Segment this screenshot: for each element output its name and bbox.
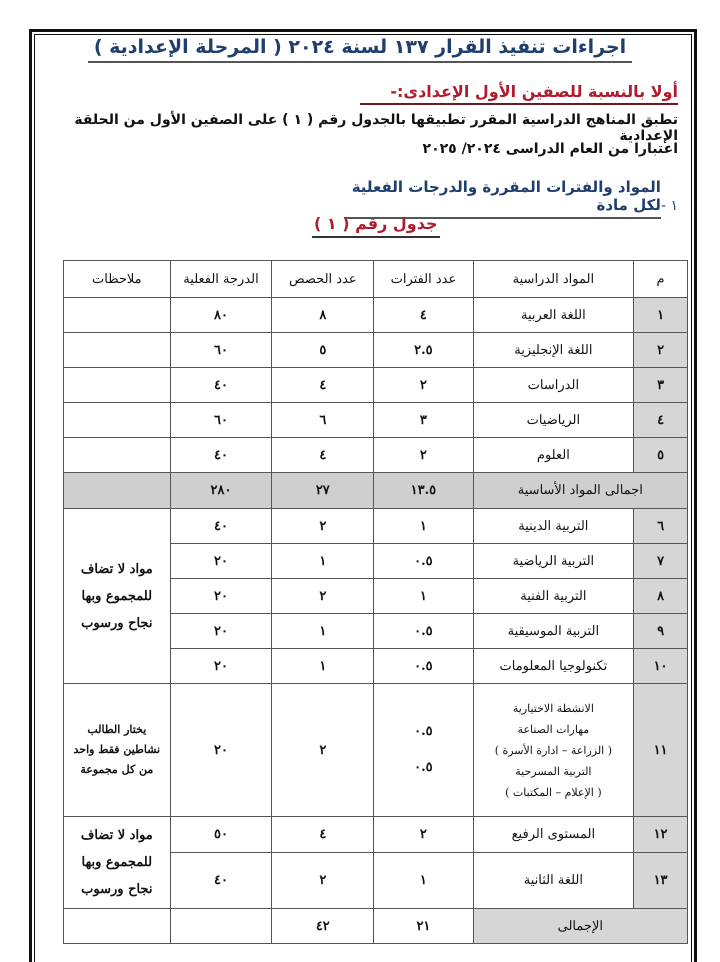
row-index: ٦ (634, 509, 688, 544)
row-subject: تكنولوجيا المعلومات (473, 649, 633, 684)
row-subject: الرياضيات (473, 403, 633, 438)
row-grade: ٤٠ (170, 438, 272, 473)
grand-total-label: الإجمالى (473, 909, 687, 944)
row-subject: الدراسات (473, 368, 633, 403)
row-grade: ٥٠ (170, 817, 272, 853)
header-notes: ملاحظات (64, 261, 171, 298)
row-sessions: ٥ (272, 333, 374, 368)
activities-subject-line: ( الإعلام – المكتبات ) (505, 785, 602, 799)
row-index: ٢ (634, 333, 688, 368)
row-notes (64, 368, 171, 403)
activities-row (64, 684, 688, 817)
extra-note-line: نجاح ورسوب (81, 615, 153, 631)
grand-total-row (64, 909, 688, 944)
activities-note-line: من كل مجموعة (80, 763, 154, 776)
row-index: ٩ (634, 614, 688, 649)
paragraph-line-2: اعتبارا من العام الدراسى ٢٠٢٤/ ٢٠٢٥ (422, 141, 678, 157)
activities-grade: ٢٠ (170, 684, 272, 817)
row-periods: ٤ (374, 298, 473, 333)
core-total-sessions: ٢٧ (272, 473, 374, 509)
table-header-row (64, 261, 688, 298)
row-sessions: ٢ (272, 509, 374, 544)
row-sessions: ١ (272, 614, 374, 649)
row-index: ٣ (634, 368, 688, 403)
row-index: ٤ (634, 403, 688, 438)
activities-note-line: يختار الطالب (87, 723, 147, 736)
row-periods: ٣ (374, 403, 473, 438)
row-sessions: ٤ (272, 438, 374, 473)
core-total-notes (64, 473, 171, 509)
row-periods: ١ (374, 509, 473, 544)
row-notes (64, 403, 171, 438)
section1-heading-wrap (360, 82, 678, 105)
grand-total-sessions: ٤٢ (272, 909, 374, 944)
row-index: ١٣ (634, 853, 688, 909)
row-index: ١ (634, 298, 688, 333)
grand-total-periods: ٢١ (374, 909, 473, 944)
table-row (64, 509, 688, 544)
table-title: جدول رقم ( ١ ) (312, 214, 440, 238)
row-subject: التربية الدينية (473, 509, 633, 544)
row-grade: ٤٠ (170, 853, 272, 909)
late-notes (64, 817, 171, 909)
row-sessions: ٤ (272, 817, 374, 853)
activities-subject-line: الانشطة الاختيارية (512, 701, 594, 715)
activities-period-value: ٠.٥ (414, 760, 433, 775)
row-subject: اللغة العربية (473, 298, 633, 333)
subjects-table (63, 260, 688, 944)
row-index: ٥ (634, 438, 688, 473)
table-row (64, 817, 688, 853)
core-total-row (64, 473, 688, 509)
row-subject: المستوى الرفيع (473, 817, 633, 853)
row-sessions: ٢ (272, 579, 374, 614)
row-sessions: ٨ (272, 298, 374, 333)
activities-notes (64, 684, 171, 817)
document-title-wrap (0, 36, 720, 63)
core-total-label: اجمالى المواد الأساسية (473, 473, 687, 509)
row-notes (64, 298, 171, 333)
section2-heading: المواد والفترات المقررة والدرجات الفعلية لكل مادة (346, 178, 661, 219)
row-grade: ٢٠ (170, 544, 272, 579)
late-note-line: مواد لا تضاف (80, 828, 153, 843)
row-periods: ٢ (374, 368, 473, 403)
header-periods: عدد الفترات (374, 261, 473, 298)
row-grade: ٦٠ (170, 333, 272, 368)
late-note-line: نجاح ورسوب (81, 882, 153, 897)
row-subject: اللغة الثانية (473, 853, 633, 909)
extra-note-line: للمجموع وبها (81, 588, 153, 604)
section2-heading-wrap (346, 178, 678, 219)
row-periods: ٠.٥ (374, 544, 473, 579)
row-sessions: ١ (272, 649, 374, 684)
activities-subject-line: ( الزراعة – ادارة الأسرة ) (494, 743, 613, 757)
table-title-wrap (312, 214, 440, 238)
document-title: اجراءات تنفيذ القرار ١٣٧ لسنة ٢٠٢٤ ( المرحلة الإعدادية ) (88, 36, 632, 63)
header-index: م (634, 261, 688, 298)
section1-heading: أولا بالنسبة للصفين الأول الإعدادى:- (360, 82, 678, 105)
row-grade: ٢٠ (170, 614, 272, 649)
paragraph-line-1: تطبق المناهج الدراسية المقرر تطبيقها بالجدول رقم ( ١ ) على الصفين الأول من الحلقة الإعدادية (74, 112, 678, 144)
table-row (64, 333, 688, 368)
row-subject: اللغة الإنجليزية (473, 333, 633, 368)
grand-total-grade (170, 909, 272, 944)
grand-total-notes (64, 909, 171, 944)
row-index: ١٠ (634, 649, 688, 684)
activities-period-value: ٠.٥ (414, 724, 433, 739)
row-notes (64, 333, 171, 368)
row-grade: ٢٠ (170, 649, 272, 684)
row-subject: التربية الفنية (473, 579, 633, 614)
activities-subject-line: التربية المسرحية (515, 764, 592, 778)
table-row (64, 368, 688, 403)
table-row (64, 298, 688, 333)
row-grade: ٤٠ (170, 368, 272, 403)
row-grade: ٦٠ (170, 403, 272, 438)
row-periods: ٢ (374, 438, 473, 473)
header-grade: الدرجة الفعلية (170, 261, 272, 298)
row-subject: التربية الموسيقية (473, 614, 633, 649)
table-row (64, 438, 688, 473)
row-index: ١١ (634, 684, 688, 817)
row-sessions: ٤ (272, 368, 374, 403)
row-periods: ١ (374, 853, 473, 909)
row-sessions: ٦ (272, 403, 374, 438)
activities-note-line: نشاطين فقط واحد (73, 743, 161, 756)
core-total-periods: ١٣.٥ (374, 473, 473, 509)
row-periods: ٠.٥ (374, 649, 473, 684)
row-grade: ٢٠ (170, 579, 272, 614)
row-grade: ٤٠ (170, 509, 272, 544)
row-index: ٧ (634, 544, 688, 579)
row-grade: ٨٠ (170, 298, 272, 333)
row-subject: العلوم (473, 438, 633, 473)
row-subject: التربية الرياضية (473, 544, 633, 579)
row-notes (64, 438, 171, 473)
core-total-grade: ٢٨٠ (170, 473, 272, 509)
row-sessions: ٢ (272, 853, 374, 909)
late-note-line: للمجموع وبها (81, 855, 153, 870)
row-periods: ٢.٥ (374, 333, 473, 368)
header-sessions: عدد الحصص (272, 261, 374, 298)
extra-note-line: مواد لا تضاف (80, 561, 153, 577)
activities-subject (473, 684, 633, 817)
row-index: ٨ (634, 579, 688, 614)
section2-number: ١ - (660, 198, 678, 214)
activities-subject-line: مهارات الصناعة (517, 722, 590, 736)
row-periods: ١ (374, 579, 473, 614)
row-index: ١٢ (634, 817, 688, 853)
activities-periods (374, 684, 473, 817)
row-sessions: ١ (272, 544, 374, 579)
activities-sessions: ٢ (272, 684, 374, 817)
table-row (64, 403, 688, 438)
row-periods: ٢ (374, 817, 473, 853)
header-subject: المواد الدراسية (473, 261, 633, 298)
row-periods: ٠.٥ (374, 614, 473, 649)
extra-notes (64, 509, 171, 684)
